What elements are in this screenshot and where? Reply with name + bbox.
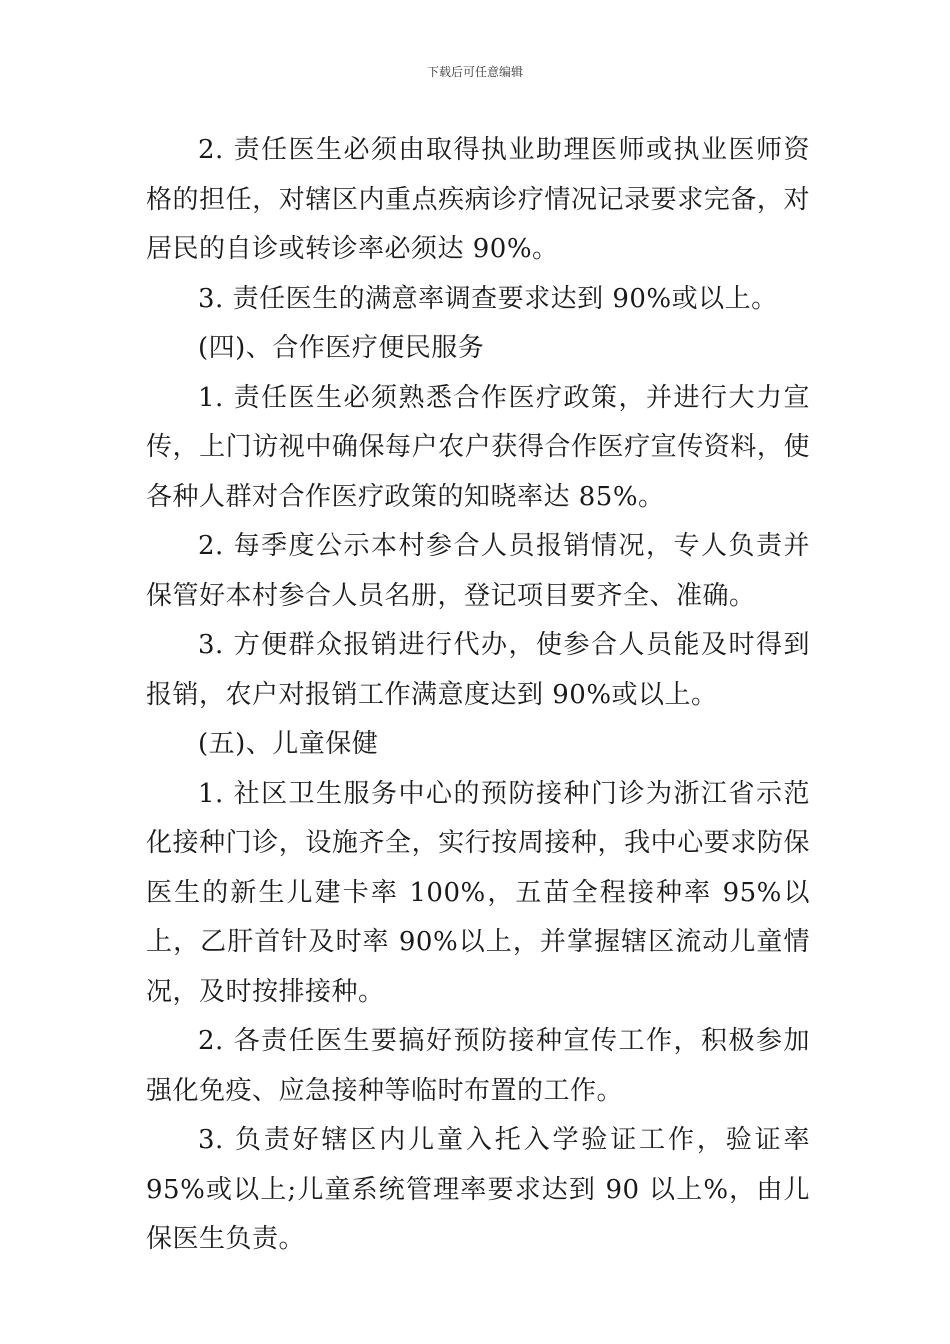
paragraph: 2. 责任医生必须由取得执业助理医师或执业医师资格的担任，对辖区内重点疾病诊疗情况记录要求完备，对居民的自诊或转诊率必须达 90%。 [146, 135, 810, 264]
section-heading: (四)、合作医疗便民服务 [198, 333, 485, 363]
paragraph: 3. 负责好辖区内儿童入托入学验证工作，验证率 95%或以上;儿童系统管理率要求达到 90 以上%，由儿保医生负责。 [146, 1125, 819, 1254]
paragraph: 2. 各责任医生要搞好预防接种宣传工作，积极参加强化免疫、应急接种等临时布置的工作。 [146, 1026, 810, 1106]
section-heading: (五)、儿童保健 [198, 729, 379, 759]
paragraph: 3. 方便群众报销进行代办，使参合人员能及时得到报销，农户对报销工作满意度达到 90%或以上。 [146, 630, 810, 710]
paragraph: 3. 责任医生的满意率调查要求达到 90%或以上。 [198, 283, 778, 314]
paragraph: 2. 每季度公示本村参合人员报销情况，专人负责并保管好本村参合人员名册，登记项目要齐全、准确。 [146, 531, 810, 611]
document-body [146, 126, 819, 1265]
paragraph: 1. 责任医生必须熟悉合作医疗政策，并进行大力宣传，上门访视中确保每户农户获得合作医疗宣传资料，使各种人群对合作医疗政策的知晓率达 85%。 [146, 382, 810, 512]
page-header-note: 下载后可任意编辑 [426, 65, 523, 79]
paragraph: 1. 社区卫生服务中心的预防接种门诊为浙江省示范化接种门诊，设施齐全，实行按周接种，我中心要求防保医生的新生儿建卡率 100%，五苗全程接种率 95%以上，乙肝首针及时率 90%以上，并掌握辖区流动儿童情况，及时按排接种。 [146, 778, 810, 1007]
